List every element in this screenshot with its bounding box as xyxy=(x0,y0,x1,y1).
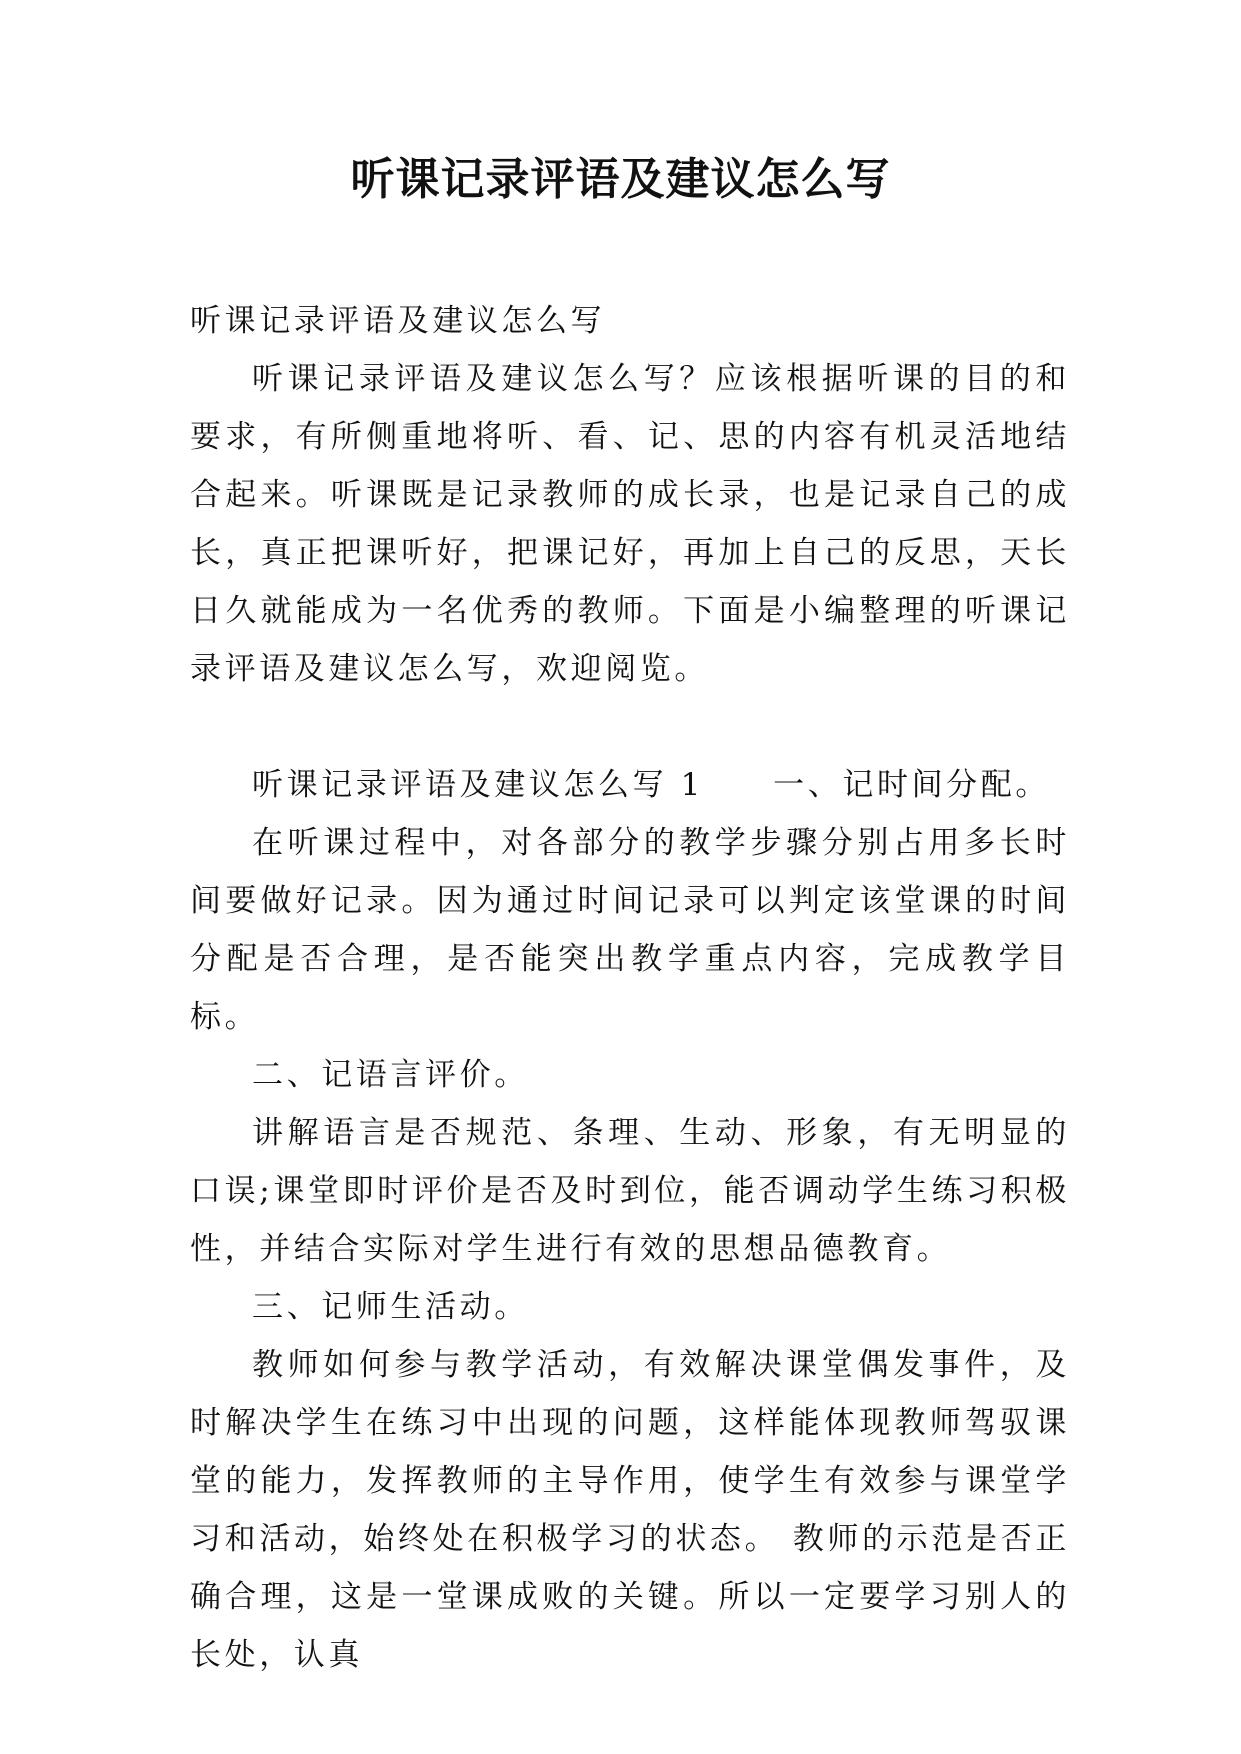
document-title: 听课记录评语及建议怎么写 xyxy=(350,154,891,205)
section-1-heading: 听课记录评语及建议怎么写 1 一、记时间分配。 xyxy=(252,767,1050,803)
point-2-body: 讲解语言是否规范、条理、生动、形象，有无明显的口误;课堂即时评价是否及时到位，能否调动学生练习积极性，并结合实际对学生进行有效的思想品德教育。 xyxy=(190,1115,1070,1267)
document-body xyxy=(190,292,1070,1684)
document-subtitle: 听课记录评语及建议怎么写 xyxy=(190,303,606,339)
point-3-heading: 三、记师生活动。 xyxy=(252,1289,529,1325)
section-1-body: 在听课过程中，对各部分的教学步骤分别占用多长时间要做好记录。因为通过时间记录可以判定该堂课的时间分配是否合理，是否能突出教学重点内容，完成教学目标。 xyxy=(190,825,1070,1035)
intro-paragraph: 听课记录评语及建议怎么写？应该根据听课的目的和要求，有所侧重地将听、看、记、思的内容有机灵活地结合起来。听课既是记录教师的成长录，也是记录自己的成长，真正把课听好，把课记好，再加上自己的反思，天长日久就能成为一名优秀的教师。下面是小编整理的听课记录评语及建议怎么写，欢迎阅览。 xyxy=(190,361,1070,687)
point-2-heading: 二、记语言评价。 xyxy=(252,1057,529,1093)
point-3-body: 教师如何参与教学活动，有效解决课堂偶发事件，及时解决学生在练习中出现的问题，这样能体现教师驾驭课堂的能力，发挥教师的主导作用，使学生有效参与课堂学习和活动，始终处在积极学习的状态。 教师的示范是否正确合理，这是一堂课成败的关键。所以一定要学习别人的长处，认真 xyxy=(190,1347,1070,1673)
paragraph-gap xyxy=(190,698,1070,756)
